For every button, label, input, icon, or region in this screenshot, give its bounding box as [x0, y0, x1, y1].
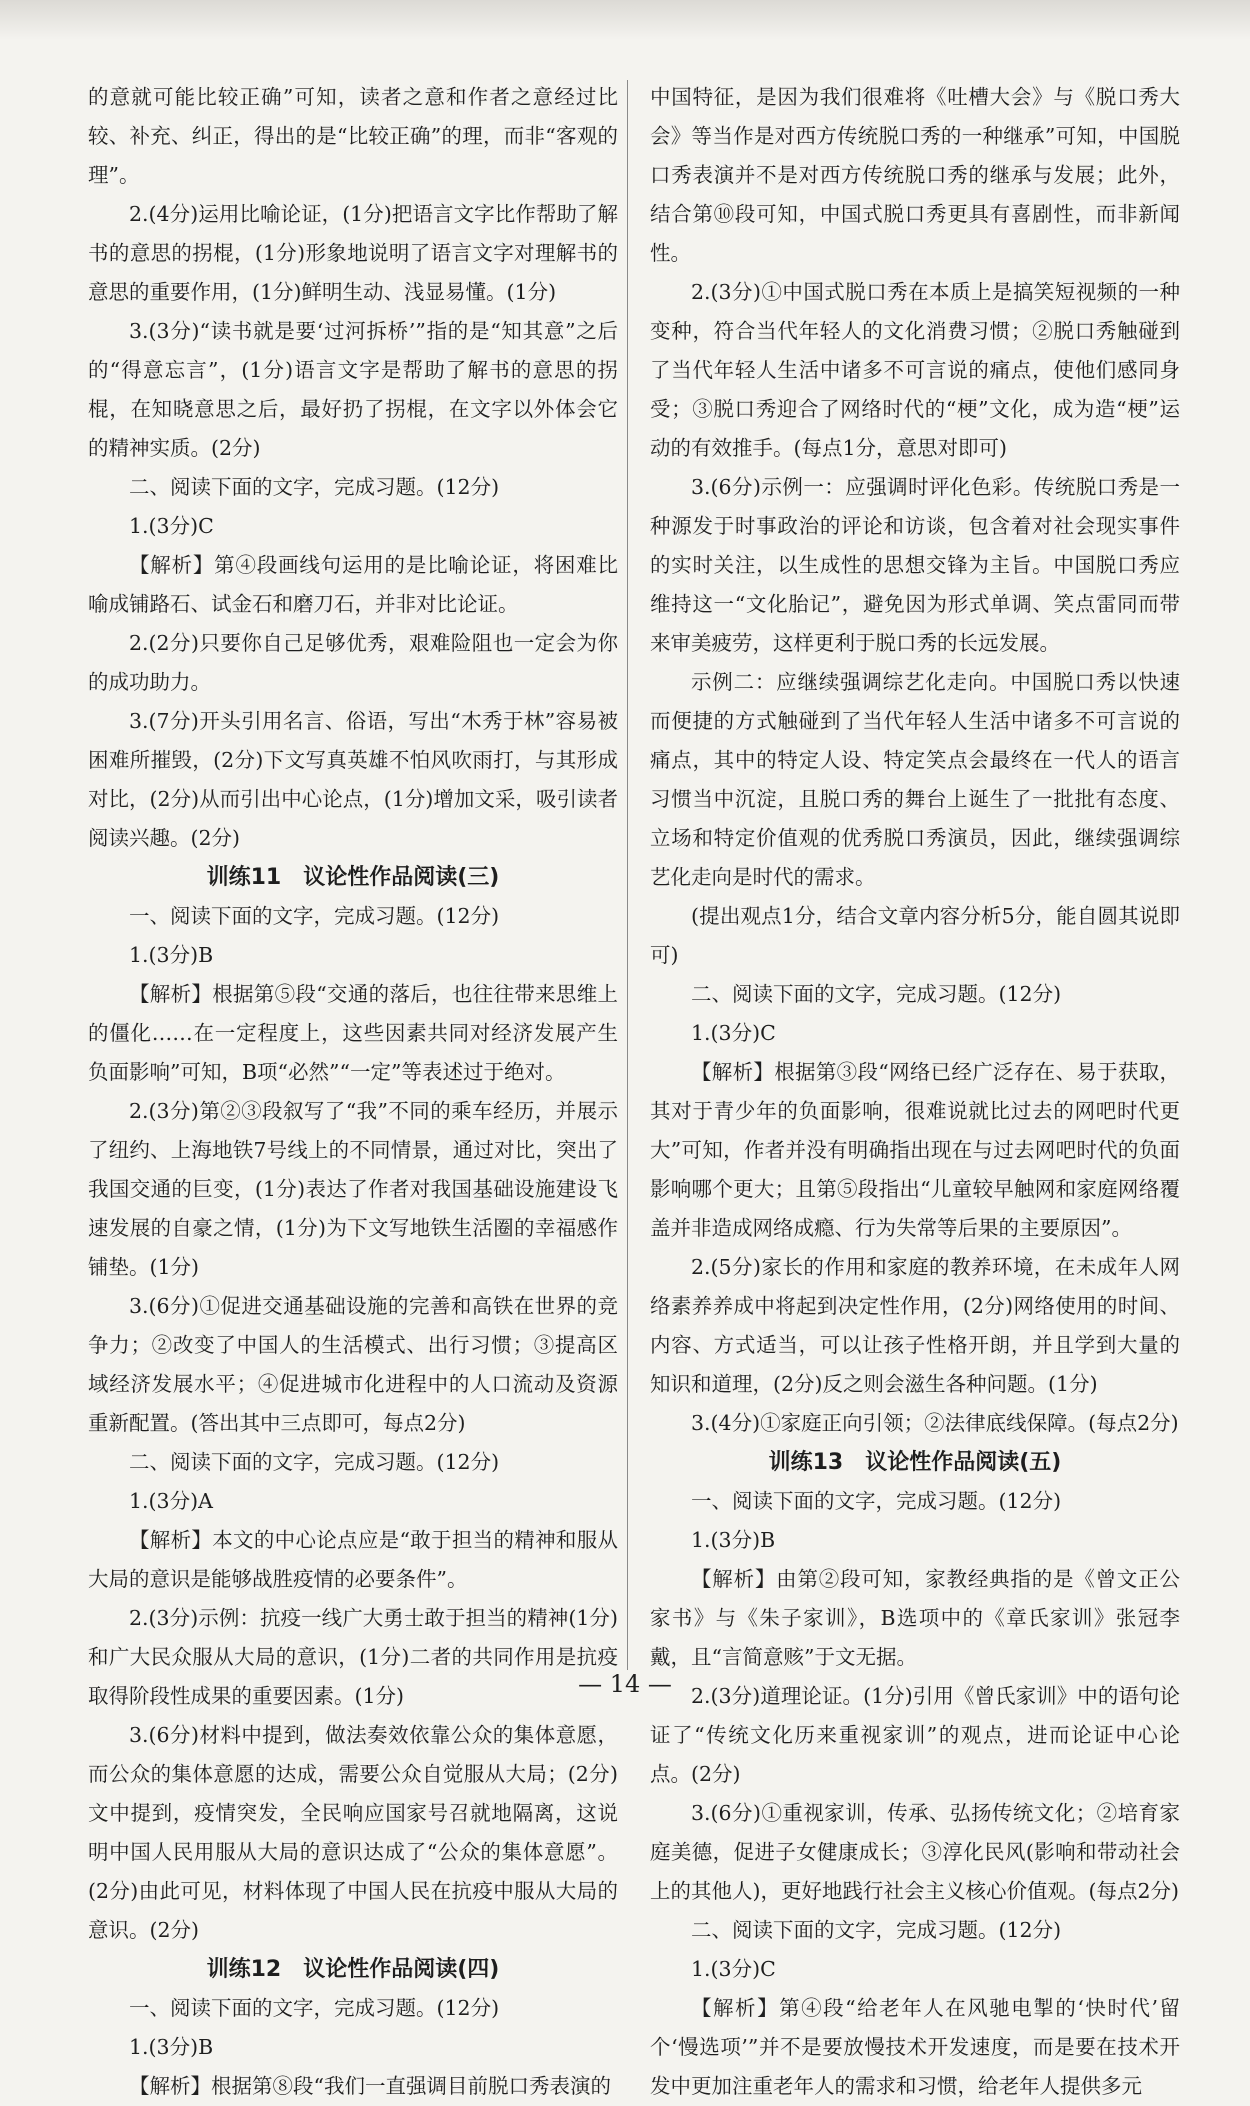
answer-paragraph: 1.(3分)A — [129, 1489, 213, 1513]
answer-paragraph: 2.(3分)道理论证。(1分)引用《曾氏家训》中的语句论证了“传统文化历来重视家训”的观点，进而论证中心论点。(2分) — [650, 1684, 1180, 1786]
answer-paragraph: 2.(4分)运用比喻论证，(1分)把语言文字比作帮助了解书的意思的拐棍，(1分)形象地说明了语言文字对理解书的意思的重要作用，(1分)鲜明生动、浅显易懂。(1分) — [88, 202, 618, 304]
answer-paragraph: 1.(3分)C — [691, 1957, 776, 1981]
answer-paragraph: 二、阅读下面的文字，完成习题。(12分) — [129, 475, 500, 499]
answer-paragraph: 二、阅读下面的文字，完成习题。(12分) — [129, 1450, 500, 1474]
answer-paragraph: 二、阅读下面的文字，完成习题。(12分) — [691, 982, 1062, 1006]
answer-paragraph: 2.(3分)第②③段叙写了“我”不同的乘车经历，并展示了纽约、上海地铁7号线上的不同情景，通过对比，突出了我国交通的巨变，(1分)表达了作者对我国基础设施建设飞速发展的自豪之情，(1分)为下文写地铁生活圈的幸福感作铺垫。(1分) — [88, 1099, 618, 1279]
answer-paragraph: 2.(3分)示例：抗疫一线广大勇士敢于担当的精神(1分)和广大民众服从大局的意识，(1分)二者的共同作用是抗疫取得阶段性成果的重要因素。(1分) — [88, 1606, 618, 1708]
answer-paragraph: 2.(3分)①中国式脱口秀在本质上是搞笑短视频的一种变种，符合当代年轻人的文化消费习惯；②脱口秀触碰到了当代年轻人生活中诸多不可言说的痛点，使他们感同身受；③脱口秀迎合了网络时代的“梗”文化，成为造“梗”运动的有效推手。(每点1分，意思对即可) — [650, 280, 1180, 460]
answer-paragraph: 示例二：应继续强调综艺化走向。中国脱口秀以快速而便捷的方式触碰到了当代年轻人生活中诸多不可言说的痛点，其中的特定人设、特定笑点会最终在一代人的语言习惯当中沉淀，且脱口秀的舞台上诞生了一批批有态度、立场和特定价值观的优秀脱口秀演员，因此，继续强调综艺化走向是时代的需求。 — [650, 670, 1180, 889]
answer-paragraph: 中国特征，是因为我们很难将《吐槽大会》与《脱口秀大会》等当作是对西方传统脱口秀的一种继承”可知，中国脱口秀表演并不是对西方传统脱口秀的继承与发展；此外，结合第⑩段可知，中国式脱口秀更具有喜剧性，而非新闻性。 — [650, 85, 1180, 265]
answer-paragraph: 【解析】由第②段可知，家教经典指的是《曾文正公家书》与《朱子家训》，B选项中的《章氏家训》张冠李戴，且“言简意赅”于文无据。 — [650, 1567, 1180, 1669]
answer-paragraph: 1.(3分)B — [129, 2035, 214, 2059]
answer-paragraph: 3.(6分)①促进交通基础设施的完善和高铁在世界的竞争力；②改变了中国人的生活模式、出行习惯；③提高区域经济发展水平；④促进城市化进程中的人口流动及资源重新配置。(答出其中三点即可，每点2分) — [88, 1294, 618, 1435]
answer-paragraph: 3.(6分)示例一：应强调时评化色彩。传统脱口秀是一种源发于时事政治的评论和访谈，包含着对社会现实事件的实时关注，以生成性的思想交锋为主旨。中国脱口秀应维持这一“文化胎记”，避免因为形式单调、笑点雷同而带来审美疲劳，这样更利于脱口秀的长远发展。 — [650, 475, 1180, 655]
answer-paragraph: 2.(2分)只要你自己足够优秀，艰难险阻也一定会为你的成功助力。 — [88, 631, 618, 694]
answer-paragraph: 一、阅读下面的文字，完成习题。(12分) — [129, 904, 500, 928]
answer-paragraph: (提出观点1分，结合文章内容分析5分，能自圆其说即可) — [650, 904, 1180, 967]
answer-paragraph: 【解析】第④段画线句运用的是比喻论证，将困难比喻成铺路石、试金石和磨刀石，并非对比论证。 — [88, 553, 618, 616]
left-column — [88, 78, 618, 2106]
answer-paragraph: 【解析】根据第③段“网络已经广泛存在、易于获取，其对于青少年的负面影响，很难说就比过去的网吧时代更大”可知，作者并没有明确指出现在与过去网吧时代的负面影响哪个更大；且第⑤段指出“儿童较早触网和家庭网络覆盖并非造成网络成瘾、行为失常等后果的主要原因”。 — [650, 1060, 1180, 1240]
answer-paragraph: 1.(3分)C — [691, 1021, 776, 1045]
answer-paragraph: 3.(6分)①重视家训，传承、弘扬传统文化；②培育家庭美德，促进子女健康成长；③淳化民风(影响和带动社会上的其他人)，更好地践行社会主义核心价值观。(每点2分) — [650, 1801, 1180, 1903]
answer-paragraph: 【解析】第④段“给老年人在风驰电掣的‘快时代’留个‘慢选项’”并不是要放慢技术开发速度，而是要在技术开发中更加注重老年人的需求和习惯，给老年人提供多元 — [650, 1996, 1180, 2098]
section-title: 训练11 议论性作品阅读(三) — [206, 865, 500, 890]
answer-paragraph: 一、阅读下面的文字，完成习题。(12分) — [691, 1489, 1062, 1513]
answer-paragraph: 【解析】本文的中心论点应是“敢于担当的精神和服从大局的意识是能够战胜疫情的必要条件”。 — [88, 1528, 618, 1591]
section-title: 训练12 议论性作品阅读(四) — [206, 1957, 500, 1982]
answer-paragraph: 一、阅读下面的文字，完成习题。(12分) — [129, 1996, 500, 2020]
column-divider — [627, 80, 628, 1670]
answer-paragraph: 2.(5分)家长的作用和家庭的教养环境，在未成年人网络素养养成中将起到决定性作用，(2分)网络使用的时间、内容、方式适当，可以让孩子性格开朗，并且学到大量的知识和道理，(2分)反之则会滋生各种问题。(1分) — [650, 1255, 1180, 1396]
page-top-edge — [0, 0, 1250, 40]
answer-paragraph: 1.(3分)B — [691, 1528, 776, 1552]
answer-paragraph: 1.(3分)C — [129, 514, 214, 538]
answer-paragraph: 【解析】根据第⑧段“我们一直强调目前脱口秀表演的 — [129, 2074, 611, 2098]
answer-paragraph: 3.(6分)材料中提到，做法奏效依靠公众的集体意愿，而公众的集体意愿的达成，需要公众自觉服从大局；(2分)文中提到，疫情突发，全民响应国家号召就地隔离，这说明中国人民用服从大局的意识达成了“公众的集体意愿”。(2分)由此可见，材料体现了中国人民在抗疫中服从大局的意识。(2分) — [88, 1723, 618, 1942]
answer-paragraph: 【解析】根据第⑤段“交通的落后，也往往带来思维上的僵化……在一定程度上，这些因素共同对经济发展产生负面影响”可知，B项“必然”“一定”等表述过于绝对。 — [88, 982, 618, 1084]
section-title: 训练13 议论性作品阅读(五) — [768, 1450, 1062, 1475]
answer-paragraph: 3.(7分)开头引用名言、俗语，写出“木秀于林”容易被困难所摧毁，(2分)下文写真英雄不怕风吹雨打，与其形成对比，(2分)从而引出中心论点，(1分)增加文采，吸引读者阅读兴趣。(2分) — [88, 709, 618, 850]
page-number: — 14 — — [578, 1670, 672, 1698]
answer-paragraph: 的意就可能比较正确”可知，读者之意和作者之意经过比较、补充、纠正，得出的是“比较正确”的理，而非“客观的理”。 — [88, 85, 618, 187]
answer-paragraph: 3.(4分)①家庭正向引领；②法律底线保障。(每点2分) — [691, 1411, 1179, 1435]
right-column — [650, 78, 1180, 2106]
answer-paragraph: 3.(3分)“读书就是要‘过河拆桥’”指的是“知其意”之后的“得意忘言”，(1分)语言文字是帮助了解书的意思的拐棍，在知晓意思之后，最好扔了拐棍，在文字以外体会它的精神实质。(2分) — [88, 319, 618, 460]
answer-paragraph: 1.(3分)B — [129, 943, 214, 967]
answer-paragraph: 二、阅读下面的文字，完成习题。(12分) — [691, 1918, 1062, 1942]
